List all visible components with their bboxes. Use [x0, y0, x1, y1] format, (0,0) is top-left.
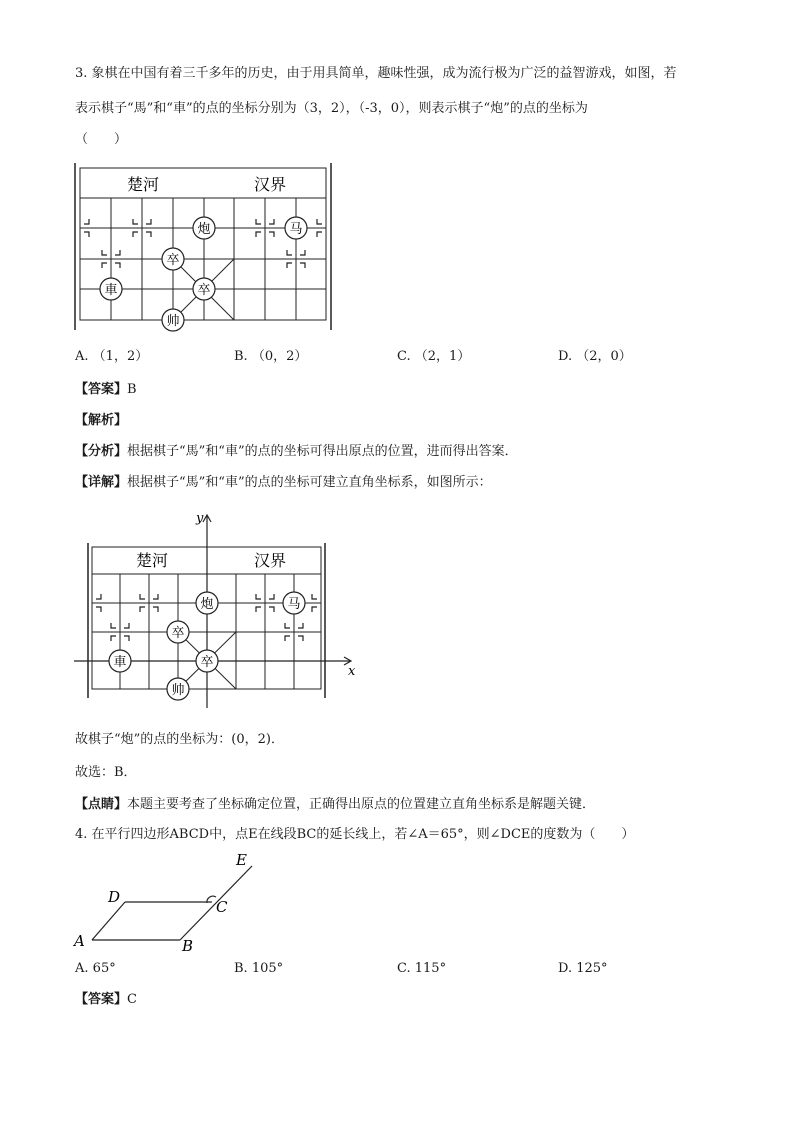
q3-analysis-tag: 【解析】: [75, 413, 128, 428]
piece-shuai-2-label: 帅: [171, 683, 185, 698]
q3-choose: 故选：B．: [75, 765, 137, 780]
vertex-a-label: A: [74, 932, 85, 950]
piece-shuai-label: 帅: [166, 314, 180, 329]
piece-ma-label: 马: [289, 222, 303, 237]
q4-option-a: A. 65°: [75, 961, 116, 976]
q3-conclusion: 故棋子“炮”的点的坐标为：(0，2)．: [75, 732, 284, 747]
piece-pao-label: 炮: [197, 222, 211, 237]
y-axis-label: y: [196, 511, 204, 526]
chess-board-figure: [70, 158, 340, 333]
q4-stem: 4. 在平行四边形ABCD中，点E在线段BC的延长线上，若∠A＝65°，则∠DCE的度数为（ ）: [75, 827, 635, 842]
piece-zu-4-label: 卒: [200, 655, 214, 670]
vertex-b-label: B: [182, 937, 194, 953]
q3-answer: 【答案】B: [75, 382, 137, 397]
q3-xiangjie: 【详解】根据棋子“馬”和“車”的点的坐标可建立直角坐标系，如图所示：: [75, 475, 492, 490]
piece-zu-1-label: 卒: [166, 253, 180, 268]
piece-pao-2-label: 炮: [200, 597, 214, 612]
piece-zu-2-label: 卒: [197, 283, 211, 298]
q4-option-c: C. 115°: [397, 961, 447, 976]
parallelogram-figure: [70, 848, 270, 953]
river-label-left: 楚河: [126, 175, 160, 194]
q4-answer: 【答案】C: [75, 992, 137, 1007]
vertex-c-label: C: [216, 898, 228, 916]
q3-fenxi: 【分析】根据棋子“馬”和“車”的点的坐标可得出原点的位置，进而得出答案．: [75, 444, 518, 459]
piece-ju-label: 車: [104, 283, 118, 298]
q3-dianjing: 【点睛】本题主要考查了坐标确定位置，正确得出原点的位置建立直角坐标系是解题关键．: [75, 797, 596, 812]
q3-option-a: A. （1，2）: [75, 349, 149, 364]
piece-ma-2-label: 马: [287, 597, 301, 612]
q3-stem-line1: 3. 象棋在中国有着三千多年的历史，由于用具简单，趣味性强，成为流行极为广泛的益智游戏，如图，若: [75, 66, 677, 81]
q3-option-d: D. （2，0）: [558, 349, 632, 364]
q4-option-b: B. 105°: [234, 961, 284, 976]
q3-stem-line3: （ ）: [75, 132, 128, 147]
x-axis-label: x: [348, 664, 356, 679]
piece-zu-3-label: 卒: [171, 626, 185, 641]
q3-option-b: B. （0，2）: [234, 349, 308, 364]
q4-option-d: D. 125°: [558, 961, 608, 976]
vertex-e-label: E: [236, 851, 247, 869]
q3-stem-line2: 表示棋子“馬”和“車”的点的坐标分别为（3，2），（-3，0），则表示棋子“炮”的点的坐标为: [75, 101, 588, 116]
river-label-right-2: 汉界: [253, 551, 287, 570]
vertex-d-label: D: [108, 888, 121, 906]
river-label-right: 汉界: [253, 175, 287, 194]
q3-option-c: C. （2，1）: [397, 349, 471, 364]
piece-ju-2-label: 車: [113, 655, 127, 670]
river-label-left-2: 楚河: [135, 551, 169, 570]
chess-board-axes-figure: [70, 505, 360, 715]
